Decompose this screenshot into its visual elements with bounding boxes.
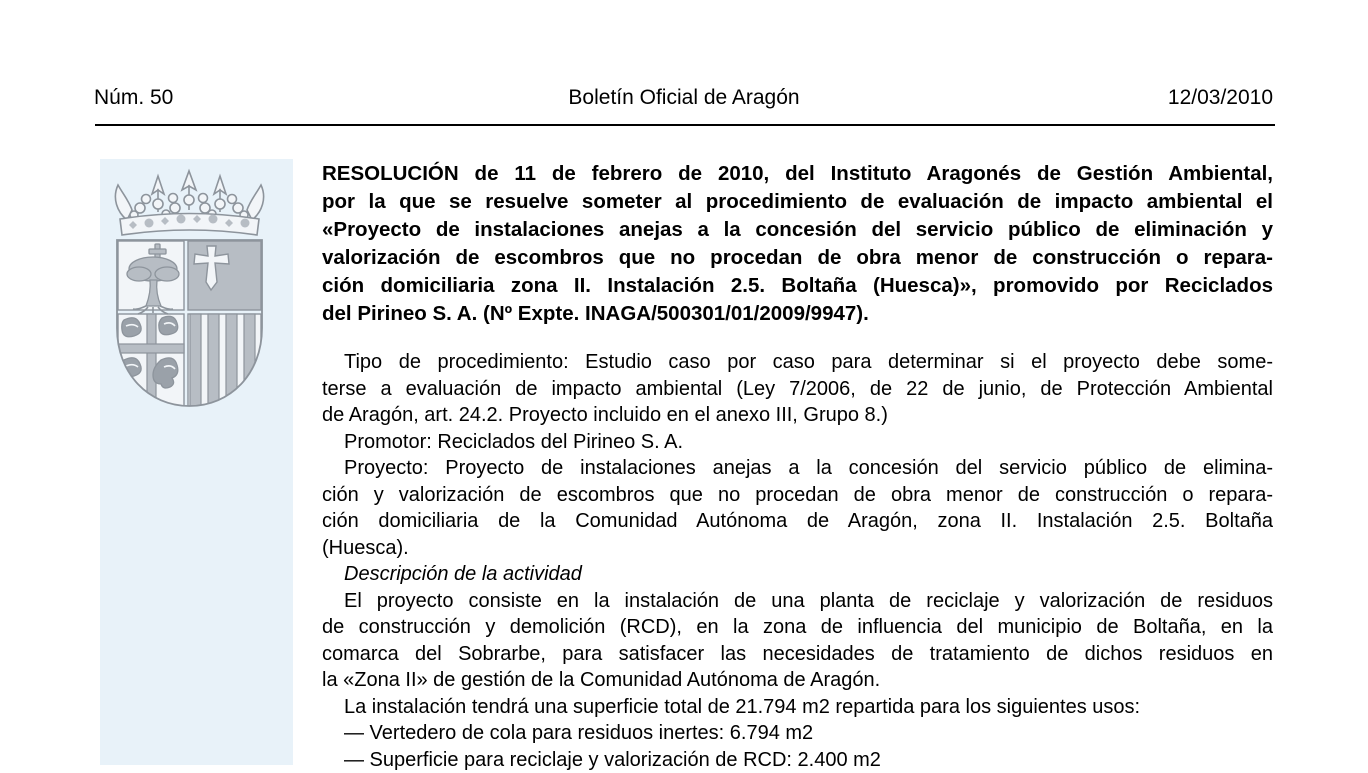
text-line: terse a evaluación de impacto ambiental (Ley 7/2006, de 22 de junio, de Protección Ambiental bbox=[322, 376, 1273, 403]
title-line: RESOLUCIÓN de 11 de febrero de 2010, del Instituto Aragonés de Gestión Ambiental, bbox=[322, 160, 1273, 188]
issue-number: Núm. 50 bbox=[94, 86, 173, 110]
text-line: — Vertedero de cola para residuos inertes: 6.794 m2 bbox=[322, 720, 1273, 747]
title-line: del Pirineo S. A. (Nº Expte. INAGA/500301/01/2009/9947). bbox=[322, 300, 1273, 328]
paragraph bbox=[322, 694, 1273, 721]
crown bbox=[115, 171, 263, 235]
text-line: Descripción de la actividad bbox=[322, 561, 1273, 588]
document-content bbox=[322, 160, 1273, 773]
paragraph bbox=[322, 160, 1273, 328]
paragraph bbox=[322, 588, 1273, 694]
publication-date: 12/03/2010 bbox=[1168, 86, 1273, 110]
title-line: «Proyecto de instalaciones anejas a la concesión del servicio público de eliminación y bbox=[322, 216, 1273, 244]
resolution-body bbox=[322, 349, 1273, 773]
text-line: — Superficie para reciclaje y valorización de RCD: 2.400 m2 bbox=[322, 747, 1273, 773]
text-line: Promotor: Reciclados del Pirineo S. A. bbox=[322, 429, 1273, 456]
text-line: de construcción y demolición (RCD), en la zona de influencia del municipio de Boltaña, en la bbox=[322, 614, 1273, 641]
text-line: (Huesca). bbox=[322, 535, 1273, 562]
emblem-band bbox=[100, 159, 293, 765]
title-line: valorización de escombros que no procedan de obra menor de construcción o repara- bbox=[322, 244, 1273, 272]
text-line: ción domiciliaria de la Comunidad Autónoma de Aragón, zona II. Instalación 2.5. Boltaña bbox=[322, 508, 1273, 535]
paragraph bbox=[322, 429, 1273, 456]
text-line: La instalación tendrá una superficie total de 21.794 m2 repartida para los siguientes usos: bbox=[322, 694, 1273, 721]
paragraph bbox=[322, 720, 1273, 747]
text-line: la «Zona II» de gestión de la Comunidad Autónoma de Aragón. bbox=[322, 667, 1273, 694]
paragraph bbox=[322, 455, 1273, 561]
publication-title: Boletín Oficial de Aragón bbox=[0, 86, 1368, 110]
aragon-coat-of-arms-icon bbox=[111, 168, 269, 408]
paragraph bbox=[322, 561, 1273, 588]
text-line: Proyecto: Proyecto de instalaciones anejas a la concesión del servicio público de elimina- bbox=[322, 455, 1273, 482]
text-line: Tipo de procedimiento: Estudio caso por caso para determinar si el proyecto debe some- bbox=[322, 349, 1273, 376]
text-line: de Aragón, art. 24.2. Proyecto incluido en el anexo III, Grupo 8.) bbox=[322, 402, 1273, 429]
title-line: por la que se resuelve someter al procedimiento de evaluación de impacto ambiental el bbox=[322, 188, 1273, 216]
resolution-title bbox=[322, 160, 1273, 328]
paragraph bbox=[322, 349, 1273, 429]
header-divider bbox=[95, 124, 1275, 126]
text-line: El proyecto consiste en la instalación de una planta de reciclaje y valorización de residuos bbox=[322, 588, 1273, 615]
title-line: ción domiciliaria zona II. Instalación 2.5. Boltaña (Huesca)», promovido por Reciclados bbox=[322, 272, 1273, 300]
paragraph bbox=[322, 747, 1273, 773]
text-line: ción y valorización de escombros que no procedan de obra menor de construcción o repara- bbox=[322, 482, 1273, 509]
text-line: comarca del Sobrarbe, para satisfacer las necesidades de tratamiento de dichos residuos en bbox=[322, 641, 1273, 668]
